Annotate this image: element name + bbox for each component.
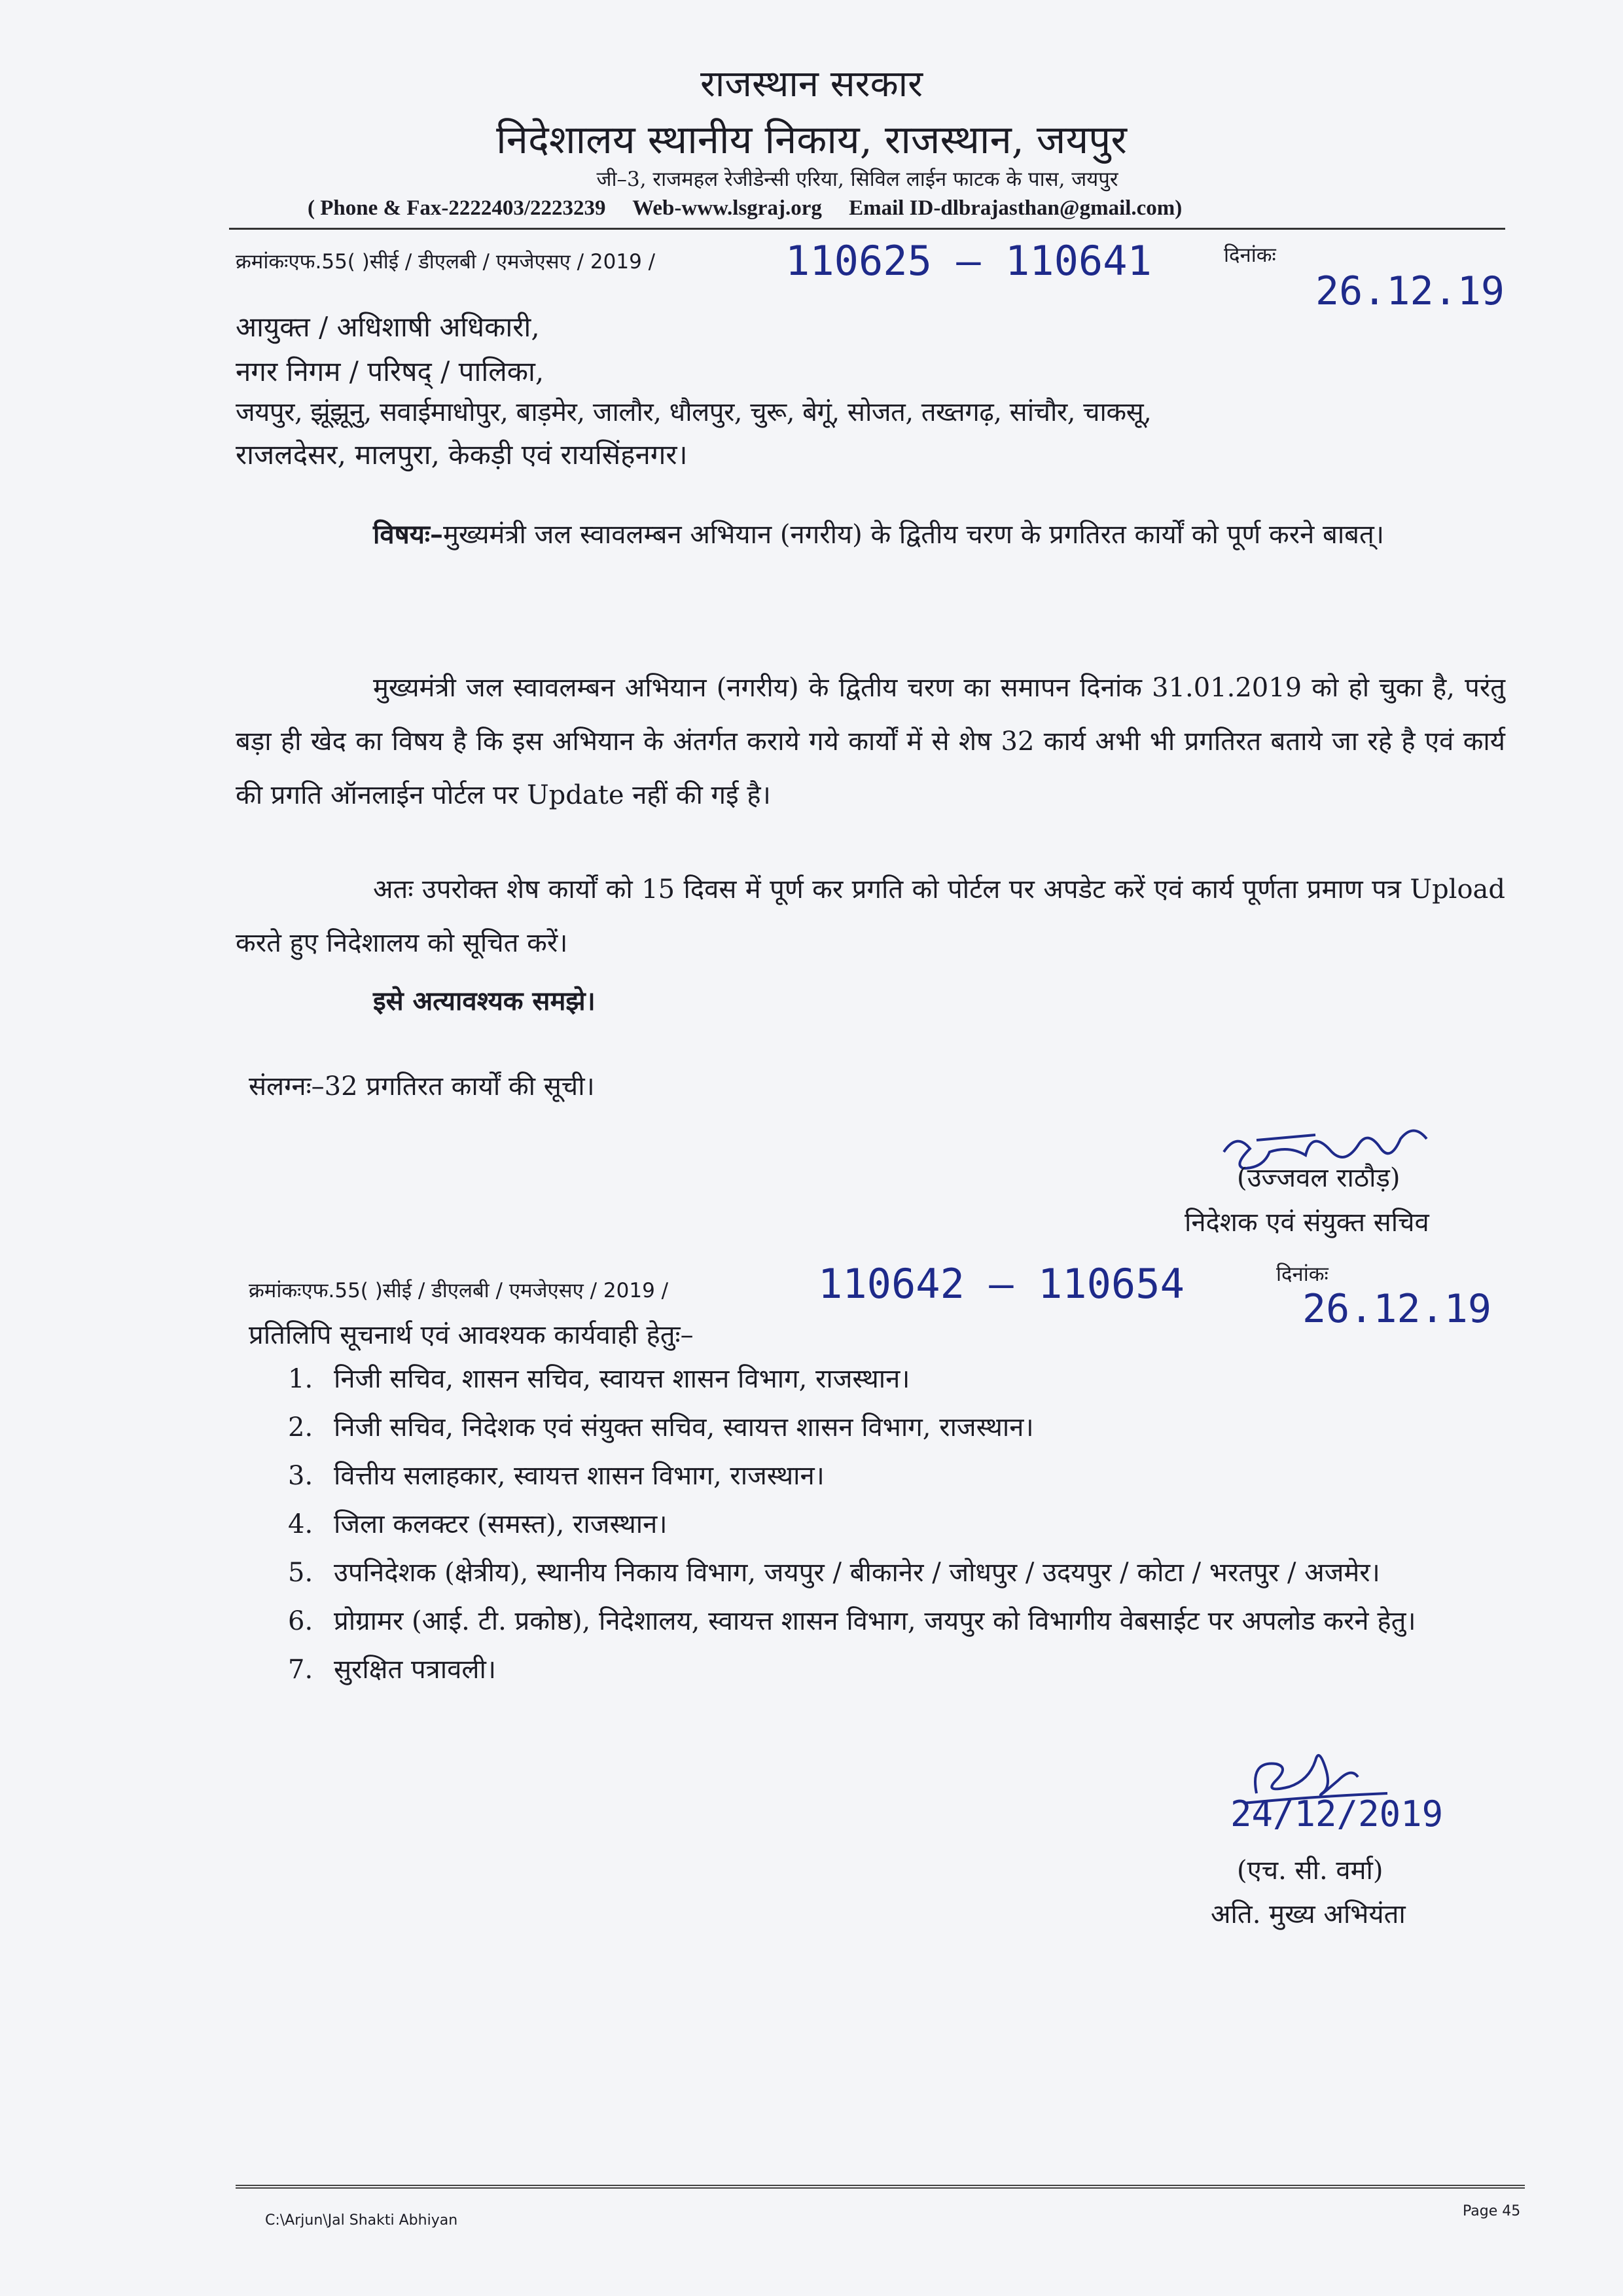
- handwritten-date-1: 26.12.19: [1315, 268, 1505, 314]
- office-address: जी–3, राजमहल रेजीडेन्सी एरिया, सिविल लाईन फाटक के पास, जयपुर: [596, 168, 1118, 191]
- copy-list-item: 5. उपनिदेशक (क्षेत्रीय), स्थानीय निकाय विभाग, जयपुर / बीकानेर / जोधपुर / उदयपुर / कोटा / भरतपुर / अजमेर।: [288, 1558, 1380, 1588]
- footer-page-number: Page 45: [1463, 2203, 1521, 2219]
- copy-list-item: 3. वित्तीय सलाहकार, स्वायत्त शासन विभाग, राजस्थान।: [288, 1461, 825, 1491]
- addressee-line-3: जयपुर, झूंझूनु, सवाईमाधोपुर, बाड़मेर, जालौर, धौलपुर, चुरू, बेगूं, सोजत, तख्तगढ़, सांचौर, चाकसू,: [236, 397, 1152, 427]
- copy-list-item: 4. जिला कलक्टर (समस्त), राजस्थान।: [288, 1509, 668, 1539]
- date-label-1: दिनांकः: [1224, 243, 1276, 267]
- body-paragraph-2-text: अतः उपरोक्त शेष कार्यों को 15 दिवस में पूर्ण कर प्रगति को पोर्टल पर अपडेट करें एवं कार्य पूर्णता प्रमाण पत्र Upload करते हुए निदेशालय को सूचित करें।: [236, 874, 1505, 958]
- handwritten-dispatch-number-1: 110625 – 110641: [785, 237, 1152, 285]
- addressee-line-2: नगर निगम / परिषद् / पालिका,: [236, 355, 544, 387]
- subject-label: विषयः–: [373, 519, 443, 550]
- government-title: राजस्थान सरकार: [700, 63, 923, 105]
- body-paragraph-2: [236, 863, 1505, 970]
- addressee-line-4: राजलदेसर, मालपुरा, केकड़ी एवं रायसिंहनगर।: [236, 439, 688, 471]
- copy-list-item: 6. प्रोग्रामर (आई. टी. प्रकोष्ठ), निदेशालय, स्वायत्त शासन विभाग, जयपुर को विभागीय वेबसाईट पर अपलोड करने हेतु।: [288, 1606, 1416, 1636]
- copy-list-item: 2. निजी सचिव, निदेशक एवं संयुक्त सचिव, स्वायत्त शासन विभाग, राजस्थान।: [288, 1412, 1034, 1443]
- body-paragraph-1: [236, 661, 1505, 822]
- addressee-line-1: आयुक्त / अधिशाषी अधिकारी,: [236, 311, 540, 343]
- date-label-2: दिनांकः: [1276, 1263, 1329, 1286]
- handwritten-dispatch-number-2: 110642 – 110654: [818, 1260, 1185, 1308]
- footer-path: C:\Arjun\Jal Shakti Abhiyan: [265, 2212, 458, 2229]
- body-paragraph-1-text: मुख्यमंत्री जल स्वावलम्बन अभियान (नगरीय) के द्वितीय चरण का समापन दिनांक 31.01.2019 को हो चुका है, परंतु बड़ा ही खेद का विषय है कि इस अभियान के अंतर्गत कराये गये कार्यों में से शेष 32 कार्य अभी भी प्रगतिरत बताये जा रहे है एवं कार्य की प्रगति ऑनलाईन पोर्टल पर Update नहीं की गई है।: [236, 673, 1505, 810]
- office-title: निदेशालय स्थानीय निकाय, राजस्थान, जयपुर: [496, 117, 1127, 163]
- handwritten-date-2: 26.12.19: [1302, 1286, 1491, 1332]
- office-contact: ( Phone & Fax-2222403/2223239 Web-www.lsgraj.org Email ID-dlbrajasthan@gmail.com): [308, 196, 1183, 220]
- urgent-note: इसे अत्यावश्यक समझे।: [373, 986, 596, 1016]
- copy-list-item: 7. सुरक्षित पत्रावली।: [288, 1655, 496, 1685]
- signatory-2-designation: अति. मुख्य अभियंता: [1211, 1899, 1406, 1929]
- subject: [373, 511, 1505, 559]
- copy-list-item: 1. निजी सचिव, शासन सचिव, स्वायत्त शासन विभाग, राजस्थान।: [288, 1364, 910, 1394]
- signatory-2-name: (एच. सी. वर्मा): [1237, 1856, 1383, 1886]
- copy-list: [288, 1355, 1505, 1694]
- reference-number-1: क्रमांकःएफ.55( )सीई / डीएलबी / एमजेएसए / 2019 /: [236, 250, 656, 274]
- signatory-1-name: (उज्जवल राठौड़): [1237, 1163, 1400, 1193]
- subject-text: मुख्यमंत्री जल स्वावलम्बन अभियान (नगरीय) के द्वितीय चरण के प्रगतिरत कार्यों को पूर्ण करने बाबत्।: [443, 520, 1384, 550]
- copy-heading: प्रतिलिपि सूचनार्थ एवं आवश्यक कार्यवाही हेतुः–: [249, 1320, 694, 1350]
- footer-rule: [236, 2185, 1525, 2189]
- enclosure-note: संलग्नः–32 प्रगतिरत कार्यों की सूची।: [249, 1071, 595, 1102]
- header-rule: [229, 228, 1505, 230]
- reference-number-2: क्रमांकःएफ.55( )सीई / डीएलबी / एमजेएसए / 2019 /: [249, 1279, 669, 1302]
- handwritten-date-3: 24/12/2019: [1230, 1793, 1444, 1835]
- signatory-1-designation: निदेशक एवं संयुक्त सचिव: [1185, 1208, 1429, 1238]
